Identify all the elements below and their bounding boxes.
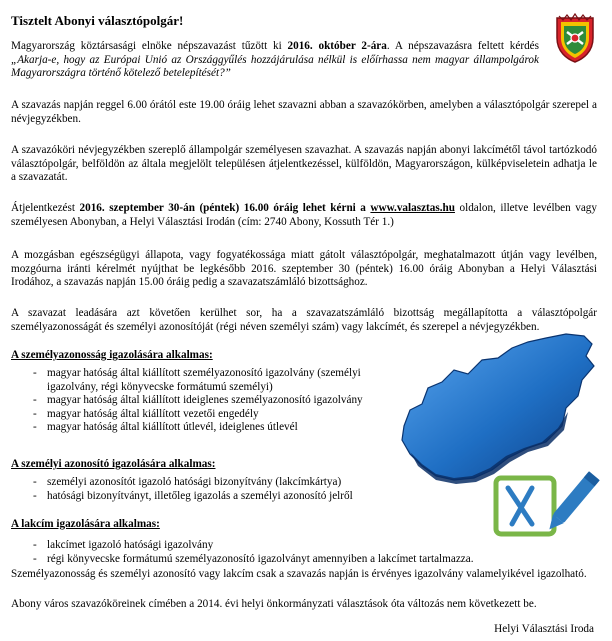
referendum-question: „Akarja-e, hogy az Európai Unió az Országgyűlés hozzájárulása nélkül is előírhassa nem magyar állampolgárok Magyarországra történő kötelező betelepítését?” [11, 53, 539, 80]
intro-paragraph [11, 40, 539, 81]
transfer-text-a: Átjelentkezést [11, 202, 80, 214]
polling-stations-paragraph: Abony város szavazóköreinek címében a 2014. évi helyi önkormányzati választások óta változás nem következett be. [11, 598, 537, 610]
intro-text-a: Magyarország köztársasági elnöke népszavazást tűzött ki [11, 40, 288, 52]
list-item: - magyar hatóság által kiállított személyazonosító igazolvány (személyi igazolvány, régi könyvecske formátumú személyi) [33, 367, 361, 393]
validity-paragraph: Személyazonosság és személyi azonosító vagy lakcím csak a szavazás napján is érvényes igazolvány valamelyikével igazolható. [11, 568, 587, 580]
list-item: - lakcímet igazoló hatósági igazolvány [33, 539, 214, 551]
list-item: - személyi azonosítót igazoló hatósági bizonyítvány (lakcímkártya) [33, 476, 342, 488]
signature: Helyi Választási Iroda [494, 623, 594, 635]
valasztas-link[interactable]: www.valasztas.hu [370, 202, 455, 214]
transfer-deadline: 2016. szeptember 30-án (péntek) 16.00 óráig lehet kérni a [79, 202, 371, 214]
address-proof-list [11, 539, 597, 566]
referendum-date: 2016. október 2-ára [287, 40, 387, 52]
address-proof-heading: A lakcím igazolására alkalmas: [11, 518, 160, 530]
personal-id-proof-heading: A személyi azonosító igazolására alkalmas: [11, 458, 216, 470]
identity-proof-list [11, 367, 401, 435]
list-item: - magyar hatóság által kiállított útlevél, ideiglenes útlevél [33, 421, 298, 434]
hungary-map-icon [396, 330, 604, 490]
list-item: - hatósági bizonyítványt, illetőleg igazolás a személyi azonosító jelről [33, 489, 353, 502]
list-item: - régi könyvecske formátumú személyazonosító igazolványt amennyiben a lakcímet tartalmazza. [33, 552, 474, 565]
transfer-text-b: oldalon, illetve levélben vagy személyesen Abonyban, a Helyi Választási Irodán (cím: 2740 Abony, Kossuth Tér 1.) [11, 202, 597, 228]
casting-vote-paragraph: A szavazat leadására azt követően kerülhet sor, ha a szavazatszámláló bizottság megállapította a választópolgár személyazonosságát és személyi azonosítóját (régi néven személyi szám) vagy lakcímét, és szerepel a névjegyzékben. [11, 307, 597, 333]
mobile-ballot-paragraph: A mozgásban egészségügyi állapota, vagy fogyatékossága miatt gátolt választópolgár, meghatalmazott útján vagy levélben, mozgóurna iránti kérelmét nyújthat be legkésőbb 2016. szeptember 30 (péntek) 16.00 óráig Abonyban a Helyi Választási Irodához, a szavazás napján 15.00 óráig pedig a szavazatszámláló bizottsághoz. [11, 249, 597, 289]
page-title: Tisztelt Abonyi választópolgár! [11, 13, 184, 28]
list-item: - magyar hatóság által kiállított vezetői engedély [33, 407, 259, 420]
identity-proof-heading: A személyazonosság igazolására alkalmas: [11, 349, 213, 361]
voter-register-paragraph: A szavazóköri névjegyzékben szereplő állampolgár személyesen szavazhat. A szavazás napján abonyi lakcímétől távol tartózkodó választópolgár, belföldön az általa megjelölt településen átjelentkezéssel, külföldön, Magyarországon, külképviseletein adhatja le a szavazatát. [11, 144, 597, 184]
intro-text-b: . A népszavazásra feltett kérdés [386, 40, 539, 52]
list-item: - magyar hatóság által kiállított ideiglenes személyazonosító igazolvány [33, 394, 363, 407]
voting-hours-paragraph: A szavazás napján reggel 6.00 órától este 19.00 óráig lehet szavazni abban a szavazókörben, amelyben a választópolgár szerepel a névjegyzékben. [11, 99, 597, 125]
personal-id-proof-list [11, 476, 411, 503]
transfer-request-paragraph [11, 202, 597, 229]
ballot-check-pencil-icon [490, 468, 602, 540]
abony-coat-of-arms-icon [553, 14, 597, 64]
